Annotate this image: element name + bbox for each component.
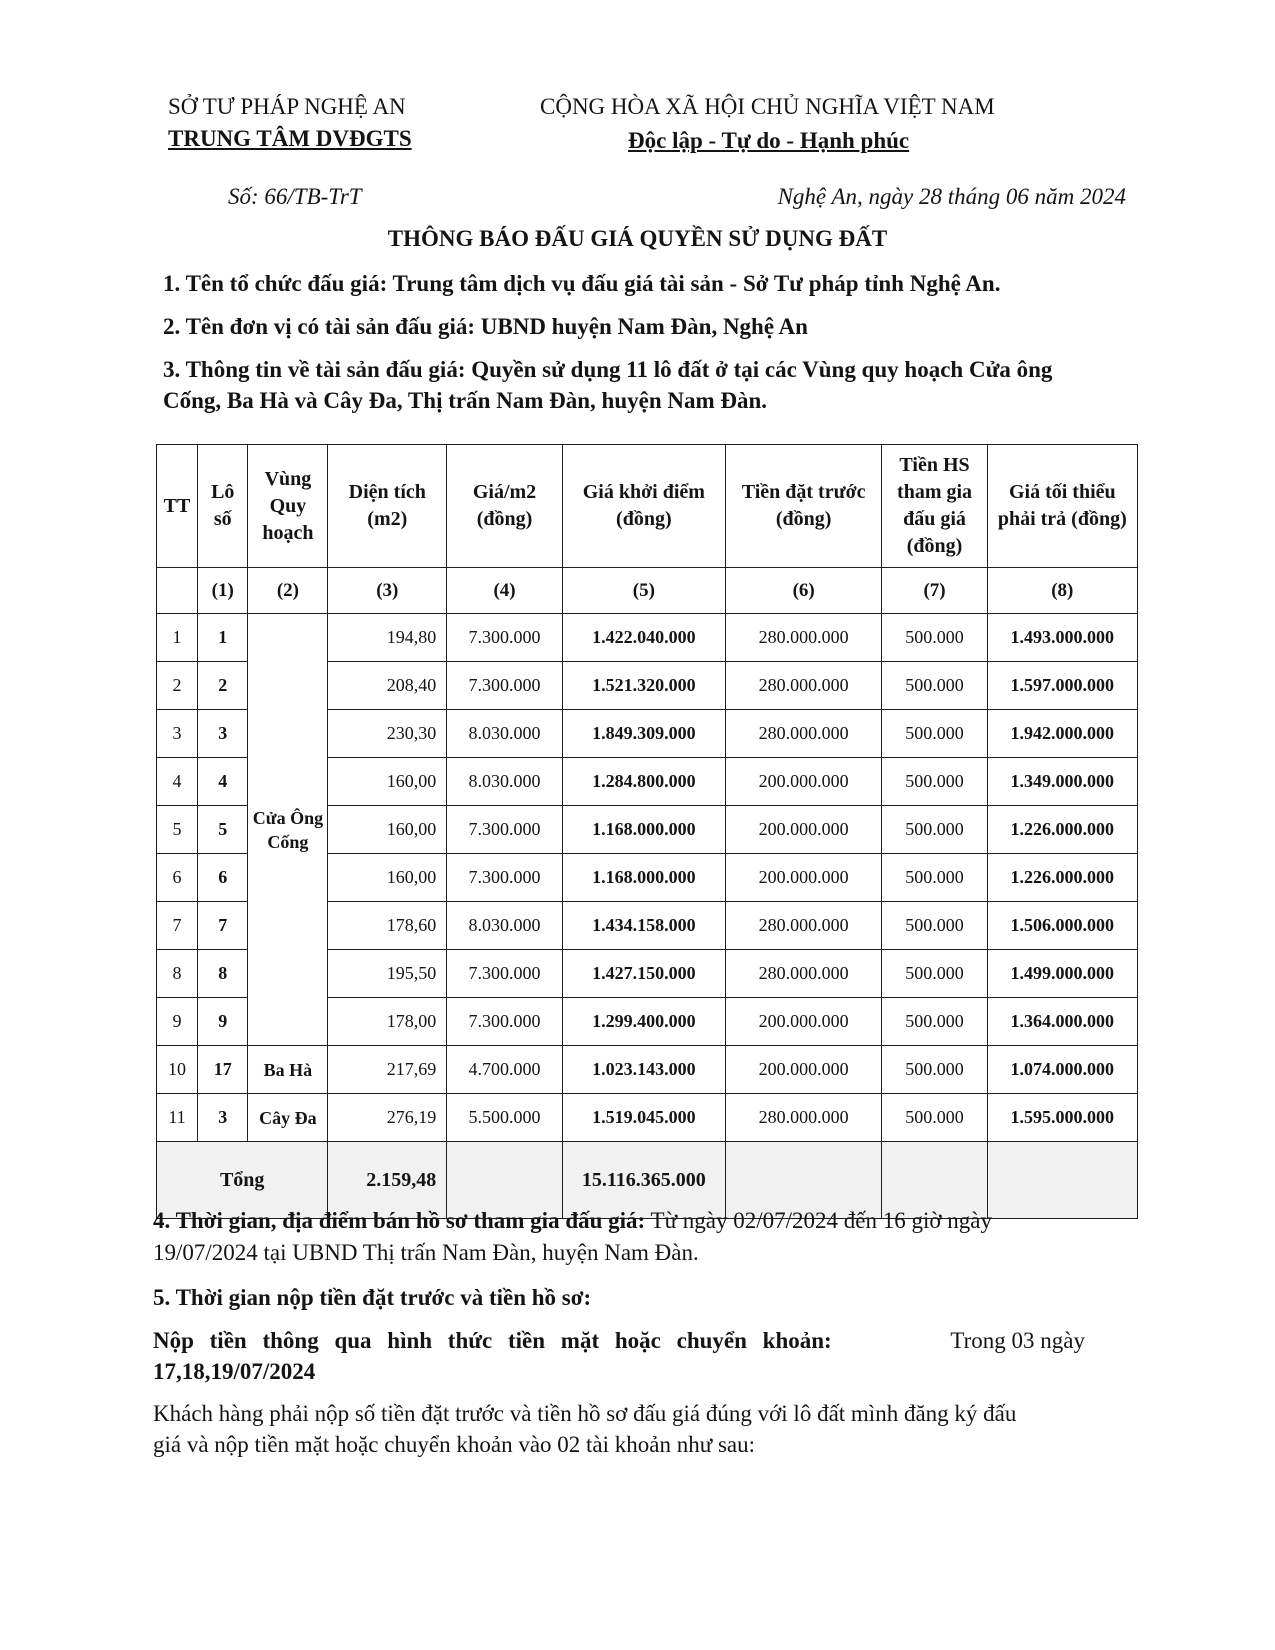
cell-min-price: 1.226.000.000 xyxy=(987,806,1137,854)
table-row xyxy=(157,1046,1138,1094)
cell-tt: 11 xyxy=(157,1094,198,1142)
cell-area: 178,00 xyxy=(328,998,447,1046)
cell-lo-so: 1 xyxy=(198,614,248,662)
column-number: (8) xyxy=(987,568,1137,614)
cell-min-price: 1.349.000.000 xyxy=(987,758,1137,806)
national-motto: Độc lập - Tự do - Hạnh phúc xyxy=(628,128,910,153)
agency-name: SỞ TƯ PHÁP NGHỆ AN xyxy=(168,94,406,119)
section-4-line-1 xyxy=(153,1205,992,1236)
cell-zone: Ba Hà xyxy=(248,1046,328,1094)
cell-lo-so: 7 xyxy=(198,902,248,950)
section-5-payment-dates: 17,18,19/07/2024 xyxy=(153,1359,316,1384)
cell-tt: 9 xyxy=(157,998,198,1046)
cell-tt: 10 xyxy=(157,1046,198,1094)
cell-lo-so: 8 xyxy=(198,950,248,998)
header-gia-khoi-diem: Giá khởi điểm (đồng) xyxy=(562,445,725,568)
cell-start-price: 1.422.040.000 xyxy=(562,614,725,662)
header-tt: TT xyxy=(157,445,198,568)
cell-min-price: 1.506.000.000 xyxy=(987,902,1137,950)
cell-deposit: 200.000.000 xyxy=(725,1046,882,1094)
auction-lots-table xyxy=(156,444,1138,1219)
cell-deposit: 280.000.000 xyxy=(725,710,882,758)
cell-lo-so: 4 xyxy=(198,758,248,806)
cell-area: 276,19 xyxy=(328,1094,447,1142)
column-number: (2) xyxy=(248,568,328,614)
total-blank-min xyxy=(987,1142,1137,1219)
cell-price-m2: 7.300.000 xyxy=(447,998,563,1046)
section-3-line-1: 3. Thông tin về tài sản đấu giá: Quyền sử dụng 11 lô đất ở tại các Vùng quy hoạch Cửa ông xyxy=(163,357,1053,382)
cell-price-m2: 7.300.000 xyxy=(447,854,563,902)
cell-lo-so: 6 xyxy=(198,854,248,902)
cell-fee: 500.000 xyxy=(882,902,987,950)
cell-start-price: 1.023.143.000 xyxy=(562,1046,725,1094)
cell-deposit: 200.000.000 xyxy=(725,758,882,806)
cell-lo-so: 3 xyxy=(198,710,248,758)
section-4-line-2: 19/07/2024 tại UBND Thị trấn Nam Đàn, huyện Nam Đàn. xyxy=(153,1240,699,1265)
cell-price-m2: 7.300.000 xyxy=(447,950,563,998)
cell-deposit: 280.000.000 xyxy=(725,950,882,998)
cell-tt: 3 xyxy=(157,710,198,758)
column-number-blank xyxy=(157,568,198,614)
cell-lo-so: 9 xyxy=(198,998,248,1046)
cell-lo-so: 2 xyxy=(198,662,248,710)
cell-area: 160,00 xyxy=(328,854,447,902)
cell-tt: 5 xyxy=(157,806,198,854)
column-number: (5) xyxy=(562,568,725,614)
cell-deposit: 200.000.000 xyxy=(725,854,882,902)
total-start-price: 15.116.365.000 xyxy=(562,1142,725,1219)
cell-min-price: 1.597.000.000 xyxy=(987,662,1137,710)
cell-area: 160,00 xyxy=(328,758,447,806)
cell-area: 160,00 xyxy=(328,806,447,854)
cell-fee: 500.000 xyxy=(882,758,987,806)
document-title: THÔNG BÁO ĐẤU GIÁ QUYỀN SỬ DỤNG ĐẤT xyxy=(387,226,888,251)
cell-deposit: 280.000.000 xyxy=(725,902,882,950)
header-vung: Vùng Quy hoạch xyxy=(248,445,328,568)
cell-tt: 2 xyxy=(157,662,198,710)
cell-start-price: 1.521.320.000 xyxy=(562,662,725,710)
cell-fee: 500.000 xyxy=(882,806,987,854)
cell-zone: Cửa Ông Cống xyxy=(248,614,328,1046)
section-5-note-line-1: Khách hàng phải nộp số tiền đặt trước và tiền hồ sơ đấu giá đúng với lô đất mình đăng ký đấu xyxy=(153,1401,1017,1426)
cell-min-price: 1.499.000.000 xyxy=(987,950,1137,998)
cell-fee: 500.000 xyxy=(882,710,987,758)
cell-deposit: 200.000.000 xyxy=(725,998,882,1046)
cell-price-m2: 7.300.000 xyxy=(447,662,563,710)
cell-deposit: 280.000.000 xyxy=(725,614,882,662)
cell-lo-so: 5 xyxy=(198,806,248,854)
center-name: TRUNG TÂM DVĐGTS xyxy=(168,126,412,151)
section-2: 2. Tên đơn vị có tài sản đấu giá: UBND huyện Nam Đàn, Nghệ An xyxy=(163,314,808,339)
cell-tt: 4 xyxy=(157,758,198,806)
cell-area: 194,80 xyxy=(328,614,447,662)
cell-area: 178,60 xyxy=(328,902,447,950)
cell-price-m2: 7.300.000 xyxy=(447,806,563,854)
cell-start-price: 1.168.000.000 xyxy=(562,854,725,902)
header-gia-m2: Giá/m2 (đồng) xyxy=(447,445,563,568)
cell-fee: 500.000 xyxy=(882,950,987,998)
cell-zone: Cây Đa xyxy=(248,1094,328,1142)
table-header-row xyxy=(157,445,1138,568)
cell-start-price: 1.849.309.000 xyxy=(562,710,725,758)
section-1: 1. Tên tổ chức đấu giá: Trung tâm dịch vụ đấu giá tài sản - Sở Tư pháp tỉnh Nghệ An. xyxy=(163,271,1001,296)
cell-start-price: 1.168.000.000 xyxy=(562,806,725,854)
cell-area: 208,40 xyxy=(328,662,447,710)
cell-start-price: 1.299.400.000 xyxy=(562,998,725,1046)
cell-min-price: 1.364.000.000 xyxy=(987,998,1137,1046)
total-label: Tổng xyxy=(157,1142,328,1219)
header-gia-toi-thieu: Giá tối thiểu phải trả (đồng) xyxy=(987,445,1137,568)
cell-lo-so: 17 xyxy=(198,1046,248,1094)
cell-tt: 6 xyxy=(157,854,198,902)
cell-min-price: 1.226.000.000 xyxy=(987,854,1137,902)
document-number: Số: 66/TB-TrT xyxy=(228,184,362,209)
column-number: (3) xyxy=(328,568,447,614)
header-tien-dat-truoc: Tiền đặt trước (đồng) xyxy=(725,445,882,568)
section-5-note-line-2: giá và nộp tiền mặt hoặc chuyển khoản vào 02 tài khoản như sau: xyxy=(153,1432,755,1457)
cell-min-price: 1.074.000.000 xyxy=(987,1046,1137,1094)
national-title: CỘNG HÒA XÃ HỘI CHỦ NGHĨA VIỆT NAM xyxy=(540,94,995,119)
cell-tt: 1 xyxy=(157,614,198,662)
section-5-payment-text: Trong 03 ngày xyxy=(950,1328,1085,1353)
cell-price-m2: 4.700.000 xyxy=(447,1046,563,1094)
section-4-text: Từ ngày 02/07/2024 đến 16 giờ ngày xyxy=(650,1208,993,1233)
cell-start-price: 1.519.045.000 xyxy=(562,1094,725,1142)
cell-min-price: 1.493.000.000 xyxy=(987,614,1137,662)
cell-deposit: 280.000.000 xyxy=(725,1094,882,1142)
cell-fee: 500.000 xyxy=(882,662,987,710)
cell-price-m2: 8.030.000 xyxy=(447,710,563,758)
section-5-payment-label: Nộp tiền thông qua hình thức tiền mặt hoặc chuyển khoản: xyxy=(153,1328,832,1353)
table-row xyxy=(157,1094,1138,1142)
cell-start-price: 1.427.150.000 xyxy=(562,950,725,998)
cell-area: 230,30 xyxy=(328,710,447,758)
cell-price-m2: 8.030.000 xyxy=(447,758,563,806)
cell-min-price: 1.942.000.000 xyxy=(987,710,1137,758)
cell-start-price: 1.284.800.000 xyxy=(562,758,725,806)
section-5-title: 5. Thời gian nộp tiền đặt trước và tiền hồ sơ: xyxy=(153,1285,592,1310)
cell-lo-so: 3 xyxy=(198,1094,248,1142)
cell-fee: 500.000 xyxy=(882,1046,987,1094)
cell-min-price: 1.595.000.000 xyxy=(987,1094,1137,1142)
cell-price-m2: 8.030.000 xyxy=(447,902,563,950)
cell-fee: 500.000 xyxy=(882,854,987,902)
section-4-label: 4. Thời gian, địa điểm bán hồ sơ tham gia đấu giá: xyxy=(153,1208,646,1233)
document-date: Nghệ An, ngày 28 tháng 06 năm 2024 xyxy=(777,184,1126,209)
header-lo-so: Lô số xyxy=(198,445,248,568)
cell-deposit: 280.000.000 xyxy=(725,662,882,710)
header-tien-hs: Tiền HS tham gia đấu giá (đồng) xyxy=(882,445,987,568)
cell-deposit: 200.000.000 xyxy=(725,806,882,854)
table-row xyxy=(157,614,1138,662)
column-number: (7) xyxy=(882,568,987,614)
header-dien-tich: Diện tích (m2) xyxy=(328,445,447,568)
cell-area: 217,69 xyxy=(328,1046,447,1094)
cell-price-m2: 5.500.000 xyxy=(447,1094,563,1142)
section-3-line-2: Cống, Ba Hà và Cây Đa, Thị trấn Nam Đàn, huyện Nam Đàn. xyxy=(163,388,768,413)
cell-fee: 500.000 xyxy=(882,1094,987,1142)
cell-start-price: 1.434.158.000 xyxy=(562,902,725,950)
total-area: 2.159,48 xyxy=(328,1142,447,1219)
cell-fee: 500.000 xyxy=(882,614,987,662)
cell-fee: 500.000 xyxy=(882,998,987,1046)
cell-tt: 7 xyxy=(157,902,198,950)
cell-area: 195,50 xyxy=(328,950,447,998)
cell-tt: 8 xyxy=(157,950,198,998)
column-number-row xyxy=(157,568,1138,614)
column-number: (6) xyxy=(725,568,882,614)
column-number: (4) xyxy=(447,568,563,614)
cell-price-m2: 7.300.000 xyxy=(447,614,563,662)
column-number: (1) xyxy=(198,568,248,614)
